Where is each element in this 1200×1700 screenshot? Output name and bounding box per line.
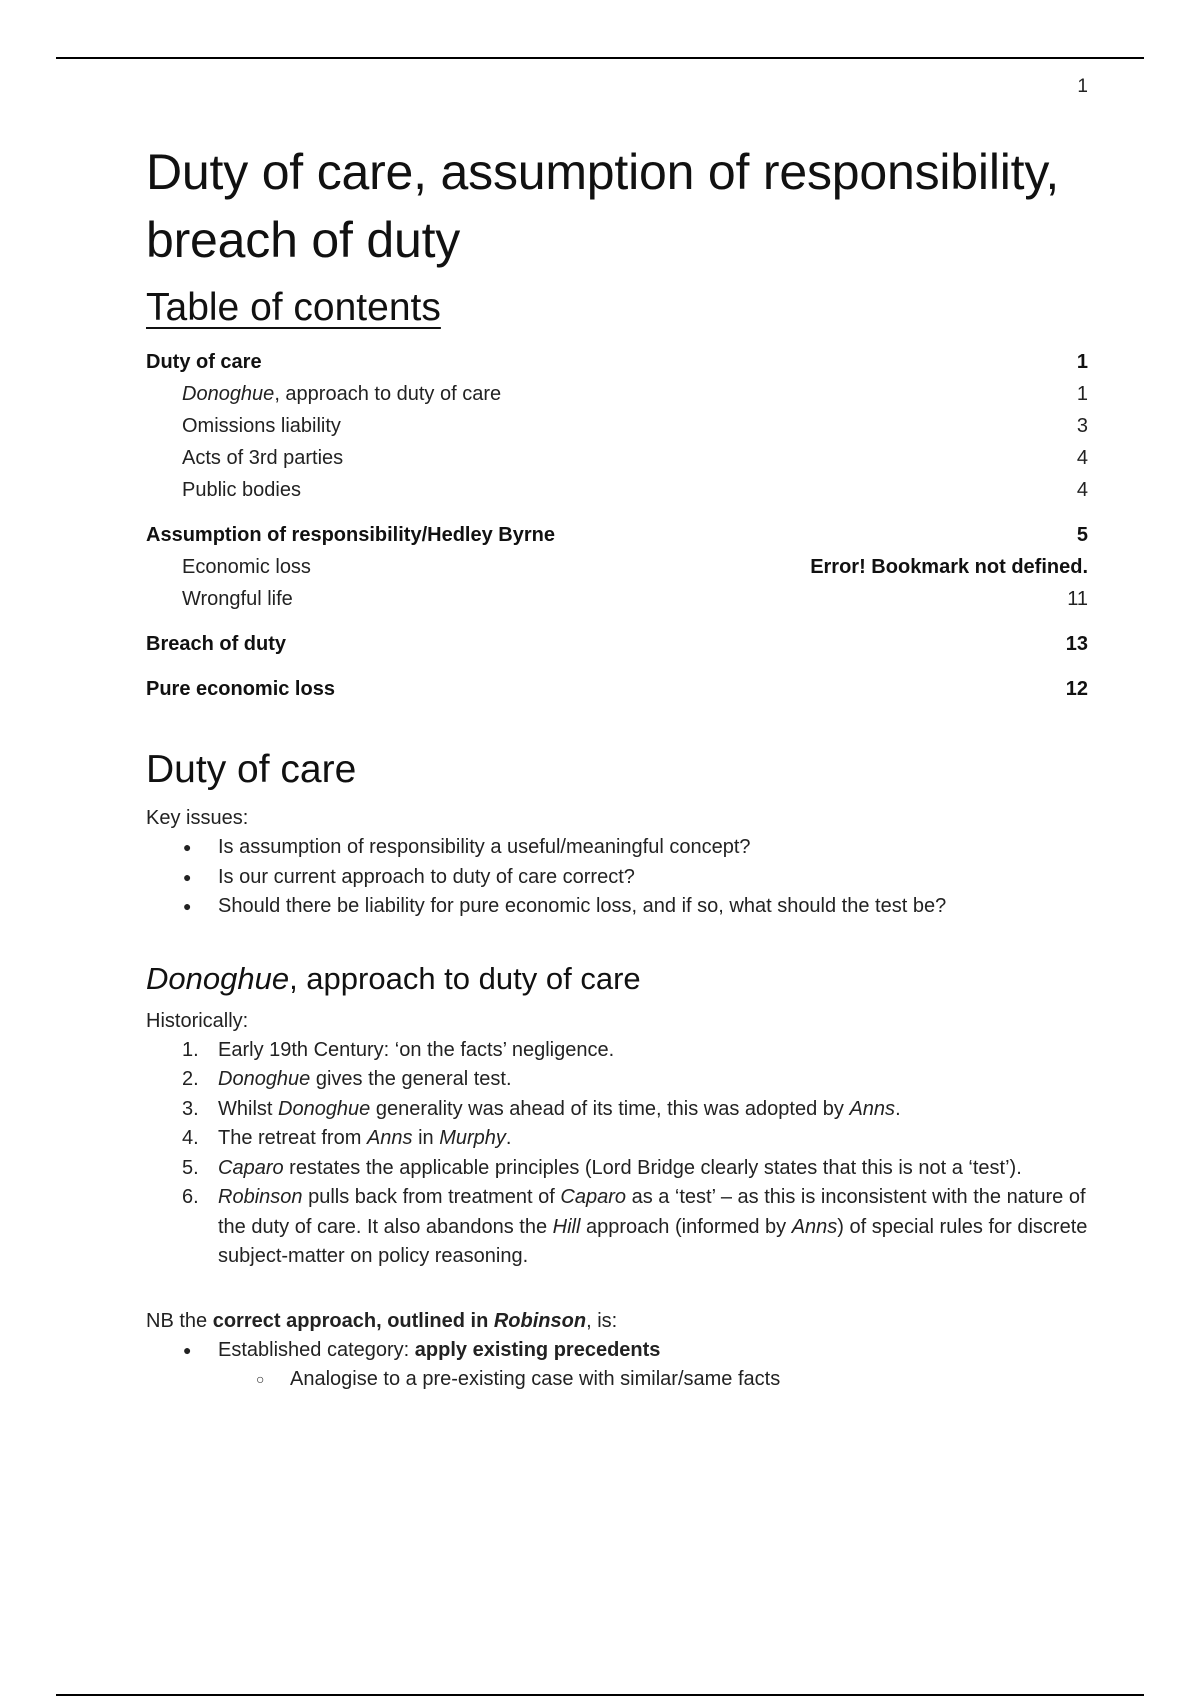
list-item [146, 1065, 1088, 1095]
toc-entry-label: Duty of care [146, 351, 262, 373]
text: as a ‘test’ – as this is inconsistent with the nature of the duty of care. It also abandons the [218, 1186, 1086, 1238]
case-name: Robinson [218, 1186, 303, 1208]
approach-list [146, 1336, 1088, 1366]
toc-entry-page: 1 [1076, 383, 1088, 405]
toc-entry-donoghue[interactable] [146, 378, 1088, 410]
list-item [146, 1183, 1088, 1272]
list-item: ● Should there be liability for pure economic loss, and if so, what should the test be? [146, 892, 1088, 922]
case-name: Donoghue [278, 1097, 371, 1120]
list-item [146, 1154, 1088, 1184]
toc-entry-label: Acts of 3rd parties [182, 447, 344, 469]
text: generality was ahead of its time, this was adopted by [370, 1097, 850, 1120]
case-name: Robinson [493, 1309, 587, 1332]
case-name: Anns [849, 1097, 896, 1120]
text: gives the general test. [310, 1068, 512, 1090]
toc-entry-label: Assumption of responsibility/Hedley Byrne [146, 524, 555, 546]
toc-entry-label: Pure economic loss [146, 678, 335, 700]
toc-entry-page: 12 [1065, 678, 1088, 700]
list-number: 3. [182, 1097, 199, 1120]
toc-entry-page: 13 [1065, 633, 1088, 655]
document-body [146, 138, 1088, 1395]
text: The retreat from [218, 1127, 367, 1149]
toc-entry-label: Omissions liability [182, 415, 341, 437]
emphasis: apply existing precedents [414, 1338, 661, 1361]
text: Established category: [218, 1338, 415, 1361]
text: Whilst [218, 1097, 278, 1120]
case-name: Donoghue [182, 383, 275, 405]
approach-sub-list [146, 1365, 1088, 1395]
case-name: Donoghue [146, 960, 290, 996]
text: restates the applicable principles (Lord Bridge clearly states that this is not a ‘test’). [283, 1156, 1022, 1179]
toc-entry-public-bodies[interactable] [146, 474, 1088, 506]
toc-entry-page: 5 [1076, 524, 1088, 546]
key-issues-list [146, 833, 1088, 922]
toc-entry-label: Economic loss [182, 556, 311, 578]
list-item: ● Is assumption of responsibility a useful/meaningful concept? [146, 833, 1088, 863]
case-name: Murphy [439, 1127, 506, 1149]
list-item: ● Is our current approach to duty of care correct? [146, 863, 1088, 893]
toc-entry-duty-of-care[interactable] [146, 346, 1088, 378]
text: in [412, 1127, 440, 1149]
toc-entry-page: 3 [1076, 415, 1088, 437]
historically-label: Historically: [146, 1009, 249, 1032]
list-item: ○ Analogise to a pre-existing case with similar/same facts [146, 1365, 1088, 1395]
header-rule [56, 57, 1144, 59]
toc-entry-breach[interactable] [146, 628, 1088, 660]
toc-entry-page: 1 [1076, 351, 1088, 373]
key-issues-label: Key issues: [146, 807, 249, 829]
page-number: 1 [1077, 76, 1088, 97]
text: , is: [586, 1309, 618, 1332]
document-title: Duty of care, assumption of responsibility, breach of duty [146, 144, 1060, 268]
section-heading-duty-of-care: Duty of care [146, 748, 357, 791]
toc-entry-economic-loss[interactable] [146, 551, 1088, 583]
toc-entry-label: Public bodies [182, 479, 301, 501]
toc-entry-pure-economic-loss[interactable] [146, 673, 1088, 705]
toc-entry-page: 4 [1076, 447, 1088, 469]
text: . [505, 1127, 512, 1149]
nb-paragraph [146, 1306, 1088, 1336]
text: approach (informed by [580, 1215, 792, 1238]
toc-entry-page: 11 [1067, 588, 1088, 610]
toc-entry-page-error: Error! Bookmark not defined. [810, 556, 1088, 578]
history-list [146, 1036, 1088, 1272]
text: . [895, 1097, 901, 1120]
toc-entry-label: Breach of duty [146, 633, 287, 655]
text: ) of special rules for discrete subject-matter on policy reasoning. [218, 1215, 1088, 1267]
toc-entry-omissions[interactable] [146, 410, 1088, 442]
list-item [146, 1124, 1088, 1154]
list-number: 1. [182, 1038, 199, 1061]
list-number: 5. [182, 1156, 199, 1179]
case-name: Donoghue [218, 1068, 311, 1090]
emphasis: correct approach, outlined in [212, 1309, 494, 1332]
text: NB the [146, 1309, 213, 1332]
toc-entry-wrongful-life[interactable] [146, 583, 1088, 615]
toc-heading: Table of contents [146, 286, 441, 329]
list-item [146, 1336, 1088, 1366]
toc-entry-assumption[interactable] [146, 519, 1088, 551]
toc-entry-label [182, 378, 501, 410]
toc-entry-third-parties[interactable] [146, 442, 1088, 474]
toc-entry-page: 4 [1076, 479, 1088, 501]
case-name: Hill [552, 1215, 581, 1238]
footer-rule [56, 1694, 1144, 1696]
list-item [146, 1036, 1088, 1066]
toc-entry-label: Wrongful life [182, 588, 293, 610]
section-heading-donoghue [146, 958, 1088, 1000]
text: Early 19th Century: ‘on the facts’ negligence. [218, 1038, 615, 1061]
toc-entry-label-rest: , approach to duty of care [274, 383, 502, 405]
case-name: Caparo [560, 1186, 627, 1208]
list-number: 4. [182, 1127, 199, 1149]
list-number: 2. [182, 1068, 199, 1090]
case-name: Anns [791, 1215, 838, 1238]
list-number: 6. [182, 1186, 199, 1208]
heading-rest: , approach to duty of care [289, 960, 641, 996]
case-name: Anns [366, 1127, 413, 1149]
list-item [146, 1095, 1088, 1125]
case-name: Caparo [218, 1156, 284, 1179]
table-of-contents [146, 346, 1088, 705]
text: pulls back from treatment of [302, 1186, 561, 1208]
